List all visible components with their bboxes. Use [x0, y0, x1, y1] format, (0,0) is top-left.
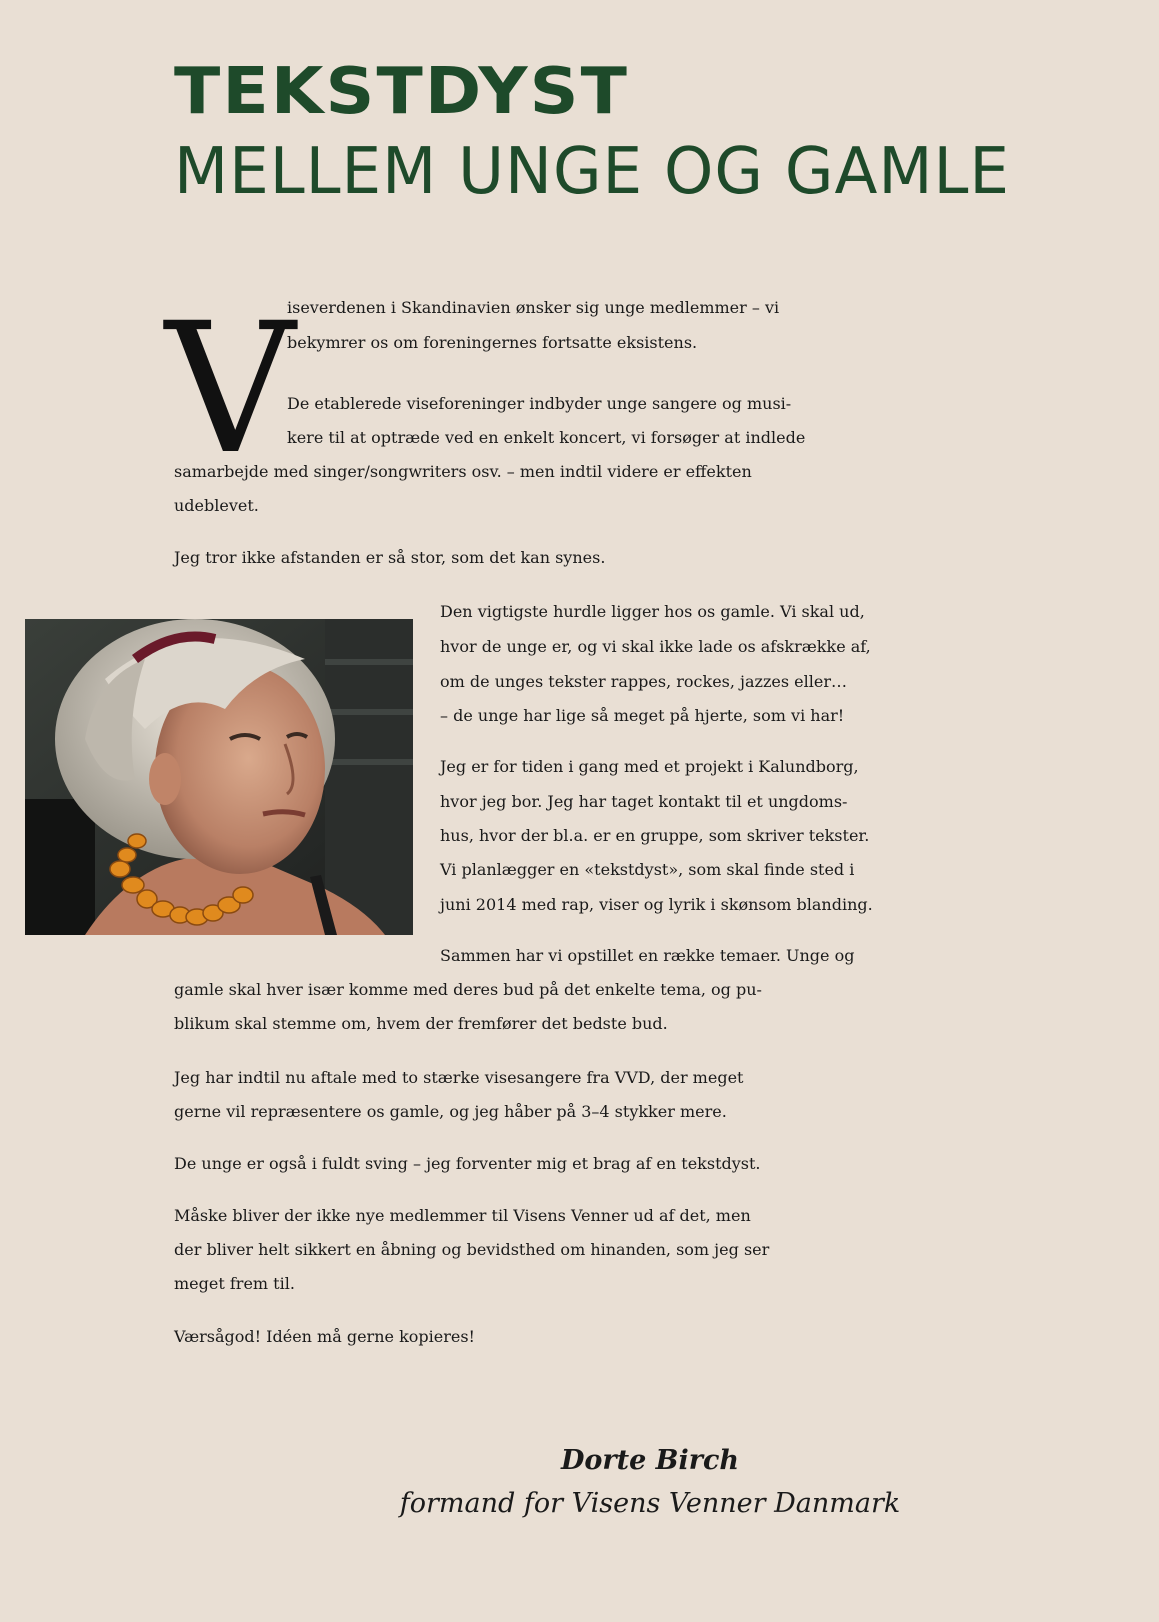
p4-line-4: – de unge har lige så meget på hjerte, som vi har! — [440, 706, 845, 725]
p6-line-2: gamle skal hver især komme med deres bud på det enkelte tema, og pu- — [174, 980, 762, 999]
p10: Værsågod! Idéen må gerne kopieres! — [174, 1327, 475, 1346]
p2-line-2: kere til at optræde ved en enkelt koncert, vi forsøger at indlede — [287, 428, 806, 447]
signature-name: Dorte Birch — [560, 1445, 740, 1476]
p9-line-1: Måske bliver der ikke nye medlemmer til Visens Venner ud af det, men — [174, 1206, 751, 1225]
p9-line-2: der bliver helt sikkert en åbning og bevidsthed om hinanden, som jeg ser — [174, 1240, 770, 1259]
p4-line-1: Den vigtigste hurdle ligger hos os gamle. Vi skal ud, — [440, 602, 865, 621]
p3: Jeg tror ikke afstanden er så stor, som det kan synes. — [174, 548, 606, 567]
p5-line-4: Vi planlægger en «tekstdyst», som skal finde sted i — [440, 860, 855, 879]
p7-line-2: gerne vil repræsentere os gamle, og jeg håber på 3–4 stykker mere. — [174, 1102, 727, 1121]
title-line-1: TEKSTDYST — [174, 55, 630, 129]
p5-line-2: hvor jeg bor. Jeg har taget kontakt til et ungdoms- — [440, 792, 848, 811]
p4-line-2: hvor de unge er, og vi skal ikke lade os afskrække af, — [440, 637, 871, 656]
p2-line-4: udeblevet. — [174, 496, 259, 515]
p5-line-1: Jeg er for tiden i gang med et projekt i Kalundborg, — [440, 757, 859, 776]
p6-line-3: blikum skal stemme om, hvem der fremfører det bedste bud. — [174, 1014, 668, 1033]
signature-role: formand for Visens Venner Danmark — [399, 1488, 901, 1519]
p2-line-3: samarbejde med singer/songwriters osv. – men indtil videre er effekten — [174, 462, 752, 481]
p9-line-3: meget frem til. — [174, 1274, 295, 1293]
portrait-photo — [25, 619, 413, 935]
p8: De unge er også i fuldt sving – jeg forventer mig et brag af en tekstdyst. — [174, 1154, 761, 1173]
drop-cap: V — [165, 285, 295, 494]
p2-line-1: De etablerede viseforeninger indbyder unge sangere og musi- — [287, 394, 792, 413]
title-line-2: MELLEM UNGE OG GAMLE — [174, 135, 1011, 209]
p1-line-1: iseverdenen i Skandinavien ønsker sig unge medlemmer – vi — [287, 298, 780, 317]
p4-line-3: om de unges tekster rappes, rockes, jazzes eller… — [440, 672, 847, 691]
p1-line-2: bekymrer os om foreningernes fortsatte eksistens. — [287, 333, 698, 352]
p7-line-1: Jeg har indtil nu aftale med to stærke visesangere fra VVD, der meget — [174, 1068, 744, 1087]
p5-line-5: juni 2014 med rap, viser og lyrik i skønsom blanding. — [440, 895, 873, 914]
p5-line-3: hus, hvor der bl.a. er en gruppe, som skriver tekster. — [440, 826, 870, 845]
p6-line-1: Sammen har vi opstillet en række temaer. Unge og — [440, 946, 855, 965]
